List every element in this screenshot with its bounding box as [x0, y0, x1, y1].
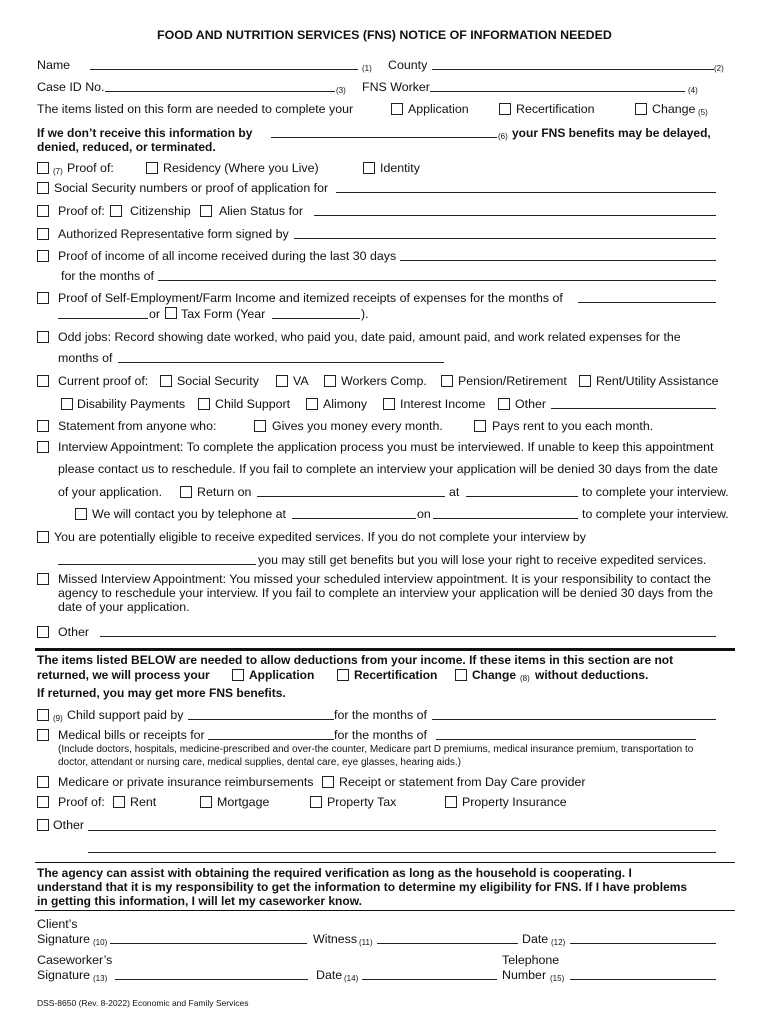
mortgage-checkbox[interactable]: [200, 796, 212, 808]
at-label: at: [449, 485, 460, 499]
pension-label: Pension/Retirement: [458, 374, 567, 388]
child-support-months-field[interactable]: [432, 719, 716, 720]
other-income-label: Other: [515, 397, 546, 411]
clients-label: Client’s: [37, 917, 78, 931]
medical-months-field[interactable]: [436, 739, 696, 740]
caseworker-date-field[interactable]: [362, 979, 497, 980]
complete-interview-label-2: to complete your interview.: [582, 507, 729, 521]
odd-jobs-checkbox[interactable]: [37, 331, 49, 343]
social-security-checkbox[interactable]: [160, 375, 172, 387]
field-number-4: (4): [688, 86, 698, 95]
change-label: Change: [652, 102, 696, 116]
mortgage-label: Mortgage: [217, 795, 270, 809]
field-number-10: (10): [93, 938, 108, 947]
expedited-date-field[interactable]: [58, 564, 256, 565]
ssn-checkbox[interactable]: [37, 182, 49, 194]
field-number-7: (7): [53, 167, 63, 176]
contact-phone-checkbox[interactable]: [75, 508, 87, 520]
tax-year-field[interactable]: [272, 318, 360, 319]
auth-rep-label: Authorized Representative form signed by: [58, 227, 289, 241]
interview-line-2: please contact us to reschedule. If you fail to complete an interview your application will be denied 30 days from the date: [58, 462, 718, 476]
other-label: Other: [58, 625, 89, 639]
other-field[interactable]: [100, 636, 716, 637]
without-deductions-label: without deductions.: [535, 668, 649, 682]
auth-rep-checkbox[interactable]: [37, 228, 49, 240]
client-signature-field[interactable]: [110, 943, 307, 944]
form-title: FOOD AND NUTRITION SERVICES (FNS) NOTICE OF INFORMATION NEEDED: [157, 28, 612, 42]
recertification-label: Recertification: [516, 102, 595, 116]
proof-of-citizenship-row-checkbox[interactable]: [37, 205, 49, 217]
proof-housing-label: Proof of:: [58, 795, 105, 809]
contact-phone-time-field[interactable]: [292, 518, 416, 519]
interview-line-3: of your application.: [58, 485, 163, 499]
rent-utility-label: Rent/Utility Assistance: [596, 374, 719, 388]
items-needed-text: The items listed on this form are needed to complete your: [37, 102, 354, 116]
field-number-11: (11): [359, 938, 373, 947]
disability-label: Disability Payments: [77, 397, 186, 411]
disability-checkbox[interactable]: [61, 398, 73, 410]
other-income-field[interactable]: [551, 408, 716, 409]
expedited-line-1: You are potentially eligible to receive expedited services. If you do not complete your interview by: [54, 530, 586, 544]
pays-rent-checkbox[interactable]: [474, 420, 486, 432]
current-proof-label: Current proof of:: [58, 374, 149, 388]
identity-checkbox[interactable]: [363, 162, 375, 174]
tax-form-checkbox[interactable]: [165, 307, 177, 319]
child-support-paid-field[interactable]: [188, 719, 334, 720]
self-employment-checkbox[interactable]: [37, 292, 49, 304]
interview-checkbox[interactable]: [37, 441, 49, 453]
telephone-label: Telephone: [502, 953, 560, 967]
county-label: County: [388, 58, 428, 72]
client-date-field[interactable]: [570, 943, 716, 944]
self-employment-months-field-2[interactable]: [58, 318, 148, 319]
expedited-checkbox[interactable]: [37, 531, 49, 543]
county-field[interactable]: [432, 69, 714, 70]
recertification-checkbox[interactable]: [499, 103, 511, 115]
field-number-12: (12): [551, 938, 566, 947]
deadline-tail: your FNS benefits may be delayed,: [512, 126, 711, 140]
case-id-field[interactable]: [105, 91, 335, 92]
caseworkers-label: Caseworker’s: [37, 953, 113, 967]
contact-phone-date-field[interactable]: [433, 518, 578, 519]
property-insurance-checkbox[interactable]: [445, 796, 457, 808]
deductions-line-2: returned, we will process your: [37, 668, 210, 682]
caseworker-signature-label: Signature: [37, 968, 91, 982]
income-checkbox[interactable]: [37, 250, 49, 262]
gives-money-label: Gives you money every month.: [272, 419, 443, 433]
va-label: VA: [293, 374, 309, 388]
citizenship-checkbox[interactable]: [110, 205, 122, 217]
deductions-other-field-2[interactable]: [88, 852, 716, 853]
alien-status-field[interactable]: [314, 215, 716, 216]
form-footer: DSS-8650 (Rev. 8-2022) Economic and Family Services: [37, 998, 249, 1008]
name-field[interactable]: [90, 69, 358, 70]
interview-line-1: Interview Appointment: To complete the application process you must be interviewed. If unable to keep this appointment: [58, 440, 714, 454]
self-employment-months-field[interactable]: [578, 302, 716, 303]
agency-divider-2: [35, 910, 735, 911]
agency-line-1: The agency can assist with obtaining the required verification as long as the household is cooperating. I: [37, 866, 632, 880]
deductions-other-checkbox[interactable]: [37, 819, 49, 831]
field-number-14: (14): [344, 974, 359, 983]
deductions-recertification-label: Recertification: [354, 668, 438, 682]
proof-of-label: Proof of:: [67, 161, 114, 175]
proof-of-checkbox[interactable]: [37, 162, 49, 174]
witness-field[interactable]: [377, 943, 518, 944]
proof-of-label-2: Proof of:: [58, 204, 105, 218]
identity-label: Identity: [380, 161, 420, 175]
odd-jobs-months-label: months of: [58, 351, 113, 365]
medical-note: (Include doctors, hospitals, medicine-prescribed and over-the counter, Medicare part D premiums, medical insurance premium, transportation to doctor, attendant or nursing care, medical supplies, dental care, eye glasses, hearing aids.): [58, 744, 694, 768]
deductions-application-label: Application: [249, 668, 315, 682]
income-months-label: for the months of: [61, 269, 154, 283]
application-checkbox[interactable]: [391, 103, 403, 115]
daycare-checkbox[interactable]: [322, 776, 334, 788]
medicare-checkbox[interactable]: [37, 776, 49, 788]
child-support-paid-checkbox[interactable]: [37, 709, 49, 721]
statement-label: Statement from anyone who:: [58, 419, 217, 433]
deductions-change-label: Change: [472, 668, 517, 682]
agency-line-3: in getting this information, I will let my caseworker know.: [37, 894, 362, 908]
other-checkbox[interactable]: [37, 626, 49, 638]
return-on-date-field[interactable]: [257, 496, 445, 497]
odd-jobs-months-field[interactable]: [118, 362, 444, 363]
va-checkbox[interactable]: [276, 375, 288, 387]
workers-comp-checkbox[interactable]: [324, 375, 336, 387]
child-support-months-label: for the months of: [334, 708, 427, 722]
missed-interview-checkbox[interactable]: [37, 573, 49, 585]
agency-line-2: understand that it is my responsibility to get the information to determine my eligibility for FNS. If I have problems: [37, 880, 688, 894]
telephone-number-label: Number: [502, 968, 547, 982]
income-field[interactable]: [400, 260, 716, 261]
tax-form-close: ).: [361, 307, 369, 321]
expedited-line-2: you may still get benefits but you will lose your right to receive expedited services.: [258, 553, 707, 567]
odd-jobs-label: Odd jobs: Record showing date worked, who paid you, date paid, amount paid, and work related expenses for the: [58, 330, 681, 344]
agency-divider: [35, 862, 735, 863]
field-number-1: (1): [362, 64, 372, 73]
alien-status-checkbox[interactable]: [200, 205, 212, 217]
contact-phone-label: We will contact you by telephone at: [92, 507, 287, 521]
workers-comp-label: Workers Comp.: [341, 374, 427, 388]
income-label: Proof of income of all income received during the last 30 days: [58, 249, 397, 263]
medicare-label: Medicare or private insurance reimbursements: [58, 775, 314, 789]
date-label: Date: [522, 932, 549, 946]
complete-interview-label: to complete your interview.: [582, 485, 729, 499]
or-label: or: [149, 307, 161, 321]
ssn-field[interactable]: [336, 192, 716, 193]
change-checkbox[interactable]: [635, 103, 647, 115]
deductions-recertification-checkbox[interactable]: [337, 669, 349, 681]
field-number-3: (3): [336, 86, 346, 95]
return-on-label: Return on: [197, 485, 252, 499]
citizenship-label: Citizenship: [130, 204, 191, 218]
missed-interview-text: Missed Interview Appointment: You missed your scheduled interview appointment. It is your responsibility to contact the agency to reschedule your interview. If you fail to complete an interview your application will be denied 30 days from the date of your application.: [58, 572, 713, 614]
interest-income-label: Interest Income: [400, 397, 486, 411]
medical-checkbox[interactable]: [37, 729, 49, 741]
child-support-checkbox[interactable]: [198, 398, 210, 410]
deductions-application-checkbox[interactable]: [232, 669, 244, 681]
proof-housing-checkbox[interactable]: [37, 796, 49, 808]
child-support-paid-label: Child support paid by: [67, 708, 184, 722]
deductions-line-3: If returned, you may get more FNS benefits.: [37, 686, 286, 700]
residency-checkbox[interactable]: [146, 162, 158, 174]
alien-status-label: Alien Status for: [219, 204, 304, 218]
medical-months-label: for the months of: [334, 728, 427, 742]
deductions-other-label: Other: [53, 818, 84, 832]
fns-worker-field[interactable]: [430, 91, 685, 92]
return-on-checkbox[interactable]: [180, 486, 192, 498]
pension-checkbox[interactable]: [441, 375, 453, 387]
pays-rent-label: Pays rent to you each month.: [492, 419, 654, 433]
alimony-label: Alimony: [323, 397, 368, 411]
field-number-2: (2): [714, 64, 724, 73]
on-label: on: [417, 507, 431, 521]
self-employment-label: Proof of Self-Employment/Farm Income and itemized receipts of expenses for the months of: [58, 291, 563, 305]
medical-label: Medical bills or receipts for: [58, 728, 205, 742]
deadline-date-field[interactable]: [271, 137, 497, 138]
deductions-line-1: The items listed BELOW are needed to allow deductions from your income. If these items in this section are not: [37, 653, 674, 667]
rent-label: Rent: [130, 795, 157, 809]
field-number-5: (5): [698, 108, 708, 117]
deadline-lead: If we don’t receive this information by: [37, 126, 253, 140]
caseworker-signature-field[interactable]: [115, 979, 308, 980]
daycare-label: Receipt or statement from Day Care provider: [339, 775, 586, 789]
current-proof-checkbox[interactable]: [37, 375, 49, 387]
interest-income-checkbox[interactable]: [383, 398, 395, 410]
application-label: Application: [408, 102, 469, 116]
field-number-13: (13): [93, 974, 108, 983]
income-months-field[interactable]: [158, 280, 716, 281]
other-income-checkbox[interactable]: [498, 398, 510, 410]
field-number-15: (15): [550, 974, 565, 983]
property-tax-label: Property Tax: [327, 795, 397, 809]
ssn-label: Social Security numbers or proof of application for: [54, 181, 329, 195]
medical-field[interactable]: [208, 739, 334, 740]
telephone-field[interactable]: [570, 979, 716, 980]
alimony-checkbox[interactable]: [306, 398, 318, 410]
tax-form-label: Tax Form (Year: [181, 307, 266, 321]
section-divider: [35, 648, 735, 651]
deductions-other-field[interactable]: [88, 830, 716, 831]
child-support-label: Child Support: [215, 397, 291, 411]
social-security-label: Social Security: [177, 374, 259, 388]
field-number-9: (9): [53, 714, 63, 723]
rent-checkbox[interactable]: [113, 796, 125, 808]
date-label-2: Date: [316, 968, 343, 982]
auth-rep-field[interactable]: [294, 238, 716, 239]
deadline-line-2: denied, reduced, or terminated.: [37, 140, 216, 154]
fns-worker-label: FNS Worker: [362, 80, 430, 94]
case-id-label: Case ID No.: [37, 80, 105, 94]
property-tax-checkbox[interactable]: [310, 796, 322, 808]
rent-utility-checkbox[interactable]: [579, 375, 591, 387]
residency-label: Residency (Where you Live): [163, 161, 319, 175]
return-on-time-field[interactable]: [466, 496, 578, 497]
name-label: Name: [37, 58, 71, 72]
property-insurance-label: Property Insurance: [462, 795, 567, 809]
statement-checkbox[interactable]: [37, 420, 49, 432]
deductions-change-checkbox[interactable]: [455, 669, 467, 681]
client-signature-label: Signature: [37, 932, 91, 946]
field-number-6: (6): [498, 132, 508, 141]
gives-money-checkbox[interactable]: [254, 420, 266, 432]
field-number-8: (8): [520, 674, 530, 683]
witness-label: Witness: [313, 932, 358, 946]
